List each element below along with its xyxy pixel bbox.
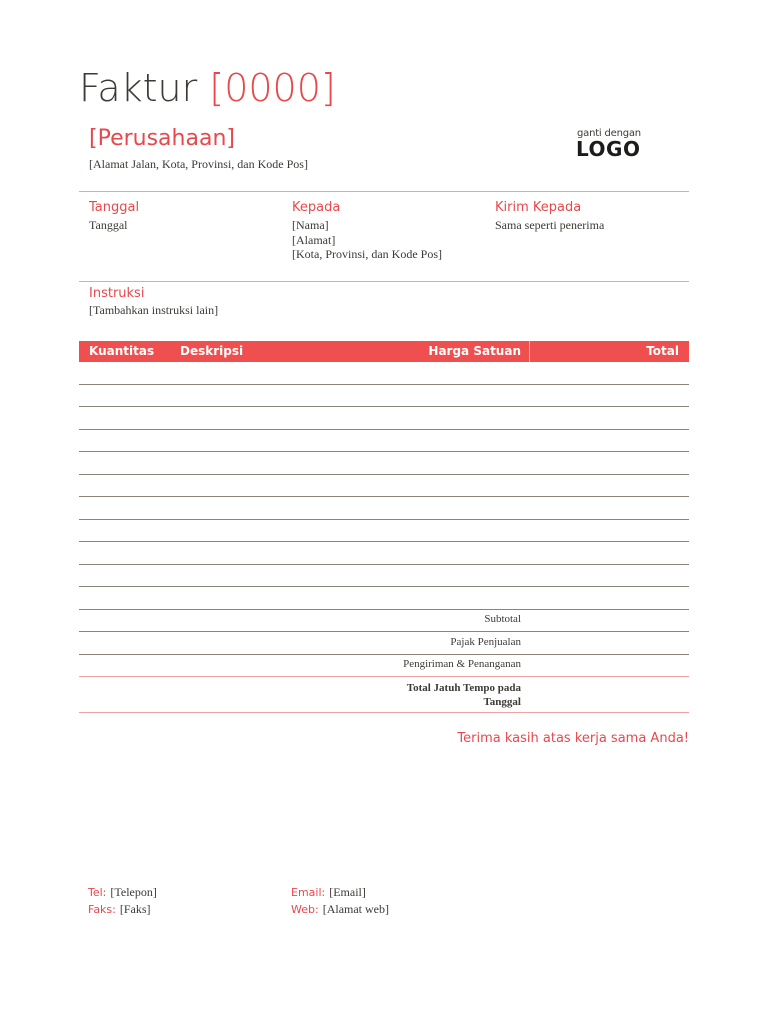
divider — [79, 191, 689, 192]
divider — [79, 281, 689, 282]
summary-row — [79, 712, 689, 713]
instructions-value: [Tambahkan instruksi lain] — [89, 303, 219, 317]
footer-phone — [88, 883, 157, 901]
total-due-label-line2: Tanggal — [483, 696, 521, 708]
ship-to-value: Sama seperti penerima — [495, 218, 605, 232]
invoice-title — [79, 66, 336, 110]
sales-tax-label: Pajak Penjualan — [450, 636, 521, 648]
table-row — [79, 451, 689, 452]
subtotal-label: Subtotal — [484, 613, 521, 625]
footer-email — [291, 883, 366, 901]
phone-label: Tel: — [88, 886, 107, 899]
table-row — [79, 564, 689, 565]
fax-label: Faks: — [88, 903, 116, 916]
summary-row — [79, 676, 689, 677]
table-row — [79, 406, 689, 407]
footer-fax — [88, 900, 151, 918]
bill-to-address: [Alamat] — [292, 233, 336, 247]
summary-row — [79, 631, 689, 632]
instructions-label: Instruksi — [89, 286, 145, 301]
total-due-label-line1: Total Jatuh Tempo pada — [406, 682, 521, 694]
shipping-label: Pengiriman & Penanganan — [403, 658, 521, 670]
fax-value: [Faks] — [119, 902, 151, 916]
table-row — [79, 609, 689, 610]
company-address: [Alamat Jalan, Kota, Provinsi, dan Kode Pos] — [89, 157, 308, 171]
bill-to-label: Kepada — [292, 200, 341, 215]
summary-row — [79, 654, 689, 655]
header-separator — [529, 341, 530, 362]
table-row — [79, 474, 689, 475]
company-name: [Perusahaan] — [89, 126, 235, 151]
footer-website — [291, 900, 389, 918]
table-row — [79, 541, 689, 542]
table-row — [79, 429, 689, 430]
title-word: Faktur — [79, 66, 198, 110]
header-description: Deskripsi — [180, 344, 244, 358]
phone-value: [Telepon] — [110, 885, 157, 899]
table-row — [79, 384, 689, 385]
web-value: [Alamat web] — [322, 902, 390, 916]
table-header — [79, 341, 689, 362]
ship-to-label: Kirim Kepada — [495, 200, 582, 215]
date-label: Tanggal — [89, 200, 140, 215]
header-total: Total — [646, 344, 679, 358]
header-quantity: Kuantitas — [89, 344, 155, 358]
table-row — [79, 519, 689, 520]
logo-placeholder: LOGO — [576, 137, 641, 161]
date-value: Tanggal — [89, 218, 128, 232]
header-unit-price: Harga Satuan — [428, 344, 521, 358]
logo-placeholder-caption: ganti dengan — [577, 128, 641, 139]
bill-to-name: [Nama] — [292, 218, 329, 232]
email-value: [Email] — [329, 885, 366, 899]
web-label: Web: — [291, 903, 319, 916]
thank-you-note: Terima kasih atas kerja sama Anda! — [457, 731, 689, 746]
bill-to-city: [Kota, Provinsi, dan Kode Pos] — [292, 247, 442, 261]
invoice-number: [0000] — [209, 66, 336, 110]
total-due-label — [407, 681, 521, 709]
email-label: Email: — [291, 886, 326, 899]
table-row — [79, 496, 689, 497]
table-row — [79, 586, 689, 587]
